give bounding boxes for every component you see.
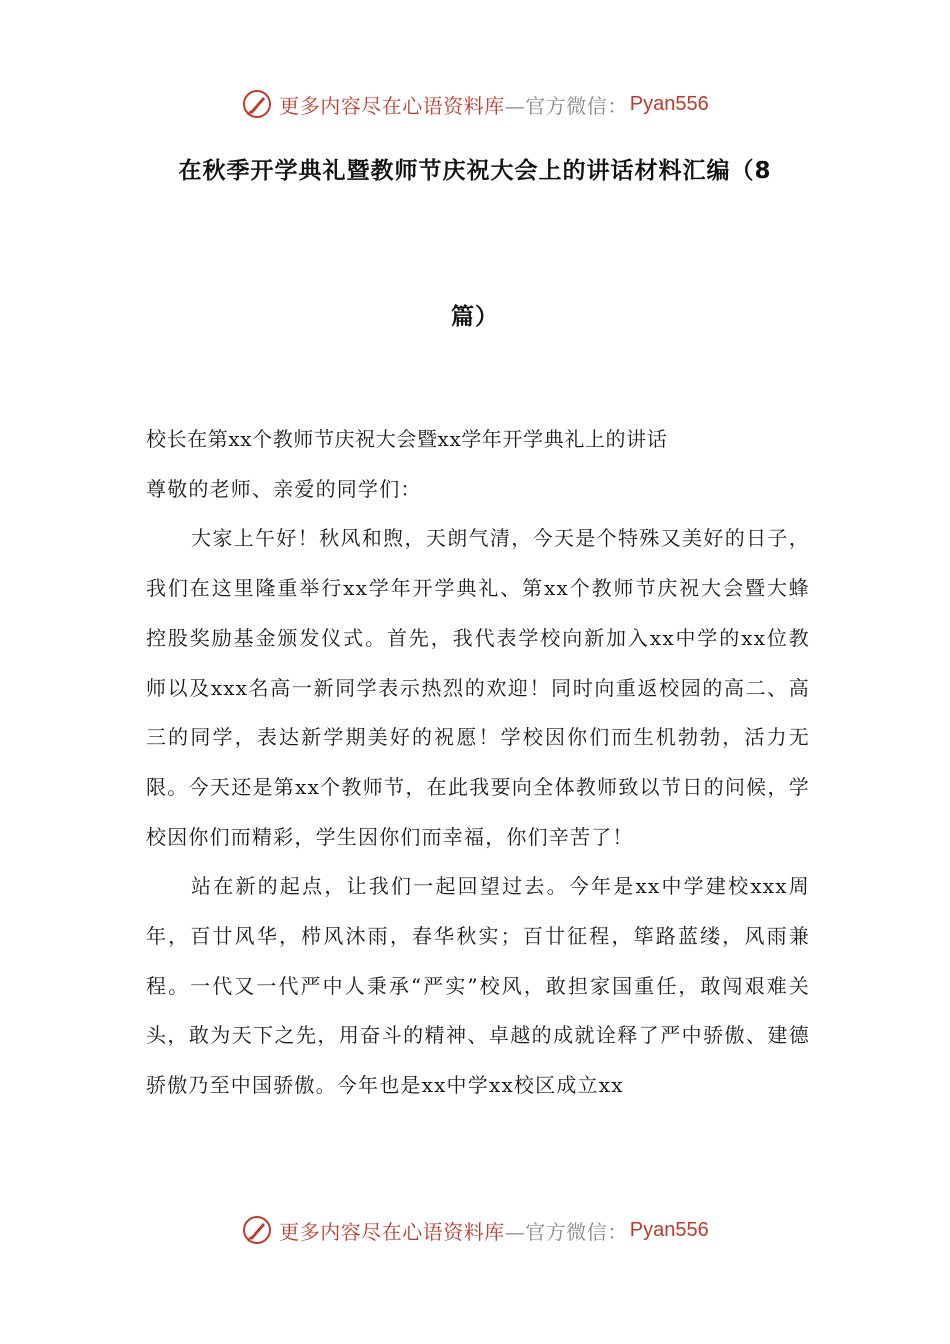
- watermark-tail: 官方微信：: [525, 1219, 628, 1244]
- paragraph-2: 站在新的起点，让我们一起回望过去。今年是xx中学建校xxx周年，百廿风华，栉风沐雨，春华秋实；百廿征程，筚路蓝缕，风雨兼程。一代又一代严中人秉承“严实”校风，敢担家国重任，敢闯艰难关头，敢为天下之先，用奋斗的精神、卓越的成就诠释了严中骄傲、建德骄傲乃至中国骄傲。今年也是xx中学xx校区成立xx: [146, 874, 810, 1098]
- watermark-main: 更多内容尽在心语资料库: [279, 93, 505, 118]
- watermark-wechat-id: Pyan556: [629, 1218, 709, 1241]
- watermark-text: [279, 90, 628, 119]
- quill-pen-icon: [241, 1214, 273, 1246]
- watermark-main: 更多内容尽在心语资料库: [279, 1219, 505, 1244]
- watermark-tail: 官方微信：: [525, 93, 628, 118]
- watermark-dash: —: [504, 1219, 526, 1244]
- header-watermark: [0, 84, 950, 124]
- document-body: [146, 415, 810, 1111]
- footer-watermark: [0, 1210, 950, 1250]
- speech-heading: 校长在第xx个教师节庆祝大会暨xx学年开学典礼上的讲话: [146, 427, 668, 451]
- speech-greeting: 尊敬的老师、亲爱的同学们：: [146, 476, 422, 501]
- watermark-dash: —: [504, 93, 526, 118]
- document-title-line-1: 在秋季开学典礼暨教师节庆祝大会上的讲话材料汇编（8: [178, 158, 772, 184]
- watermark-wechat-id: Pyan556: [629, 92, 709, 115]
- document-title-line-2: 篇）: [451, 304, 499, 330]
- quill-pen-icon: [241, 88, 273, 120]
- paragraph-1: 大家上午好！秋风和煦，天朗气清，今天是个特殊又美好的日子，我们在这里隆重举行xx学年开学典礼、第xx个教师节庆祝大会暨大蜂控股奖励基金颁发仪式。首先，我代表学校向新加入xx中学的xx位教师以及xxx名高一新同学表示热烈的欢迎！同时向重返校园的高二、高三的同学，表达新学期美好的祝愿！学校因你们而生机勃勃，活力无限。今天还是第xx个教师节，在此我要向全体教师致以节日的问候，学校因你们而精彩，学生因你们而幸福，你们辛苦了！: [146, 526, 810, 849]
- watermark-text: [279, 1216, 628, 1245]
